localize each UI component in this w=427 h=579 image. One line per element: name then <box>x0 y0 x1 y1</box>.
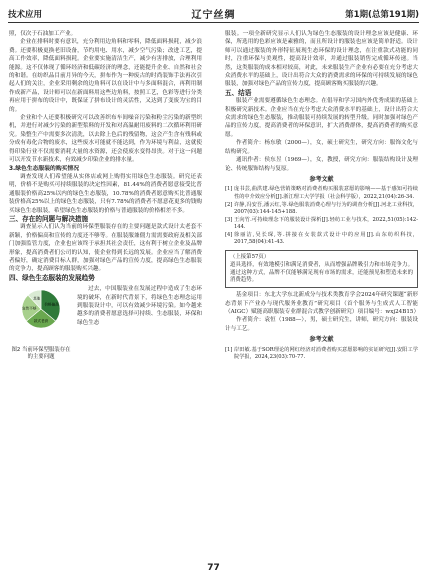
reference-number: [1] <box>225 346 233 353</box>
reference-item <box>225 186 418 201</box>
fund-info: 基金项目：东北大学东北新成分与技术类教育学会2024年研究课题“新形态背景下产业办与现代服务业教育”研究项目（首个服务与生成式人工智能（AIGC）赋能高职服装专业群混合式教学创新研究）项目编号：wxj24B15） <box>225 292 420 316</box>
left-column <box>9 30 202 363</box>
author-bio: 作者简介：袁恒（1988—），男，硕士研究生，讲师，研究方向：服装设计与工艺。 <box>225 317 418 332</box>
paragraph: 服装产业需要遵循绿色生态理念。在倡导和学习国内外优秀成果的基础上积极研究新技术。企业应当在充分考虑大众消费水平的基础上，设计出符合大众需求的绿色生态服装，推动服装可持续发展的转型升级。同时加强对绿色产品的宣传力度，提高消费者的环保意识，扩大消费群体，提高消费者的购买意愿。 <box>225 98 418 138</box>
header-section: 技术应用 <box>8 10 43 20</box>
reference-text: 徐丽洁,吴长琛,等.拼接在女装款式设计中的应用[J].山东纺织科技，2017,58(04):41-43. <box>234 231 418 246</box>
paragraph: 服装。一项全新研究显示人们认为绿色生态服装的设计理念应该是健康、环保，所选用的色彩应该是素雅的，而且所设计的服装也应该是简单舒适。设计师可以通过服装的外形特征展现生态环保的设计理念，在注重款式功能的同时，注重环保与美观性，提高设计效率，并通过服装销售完成循环传递。当然，这类服装的成本相对较高，对此，未来服装生产企业有必要在充分考虑大众消费水平的基础上，设计出符合大众的消费需求的环保的可持续发展的绿色服装，加强对绿色产品的宣传力度，提高顾客购买服装的兴趣。 <box>225 31 418 88</box>
continued-from-label: （上接第57页） <box>230 254 270 261</box>
paragraph: 企业在排料时要有意识，充分利用边角料和零料，降低面料损耗，减少浪费。还要积极更换老旧设备，节约用电、用水，减少空气污染；改进工艺，提高工作效率，降低面料损耗。企业要实施清洁生产，减少有害排放，合理利用能源。这不仅体现了循环经济和低碳经济的理念，还能提升企业、自然和社会的和谐。在纺织品目前月异的今天，拼布作为一种废古的时尚装饰手法再次引起人们的关注，企业采用剩余的边角料可以在设计中与多面料混合，再利用制作成新产品，设计师可以在新面料用这些边角料，按照工艺，色彩等进行分类再应用于拼布的设计中，既保证了拼布设计的灵活性，又达到了变废为宝的目的。 <box>9 39 202 113</box>
figure-block <box>9 285 202 361</box>
reference-number: [1] <box>225 186 233 193</box>
figure-caption: 图2 当前环保型服装存在的主要问题 <box>11 347 71 361</box>
figure-2-chart <box>9 285 73 347</box>
section-heading: 四、绿色生态服装的发展趋势 <box>9 273 95 282</box>
references-heading: 参考文献 <box>309 336 334 344</box>
paragraph: 过去，中国服装业在发展过程中造成了生态环境的破坏，在新时代背景下，将绿色生态理念运用到服装设计中，可以有效减少环境污染。如今越来越多的消费者愿意选择可持续、生态服装，环保和绿色生态 <box>77 286 202 326</box>
references-heading: 参考文献 <box>309 175 334 183</box>
paragraph: 调查发现人们希望能从实体店或网上购得实用绿色生态服装。研究还表明，价格不是购买可持续服装的决定性因素，81.44%的消费者愿意接受比普通服装价格高25%以内的绿色生态服装，10.78%的消费者愿意购买比普通服装价格高25%以上的绿色生态服装，只有7.78%的消费者不愿意花更多的钱购买绿色生态服装，希望绿色生态服装的价格与普通服装的价格相差不多。 <box>9 173 202 214</box>
pie-slice-label: 款式老套 <box>33 319 49 324</box>
section-heading: 五、结语 <box>225 88 252 97</box>
continuation-box <box>225 250 418 288</box>
right-column <box>225 30 418 362</box>
paragraph: 照，仅次于石油加工产业。 <box>9 31 77 37</box>
pie-slice-label: 其他 <box>33 296 41 301</box>
corresponding-author: 通讯作者：侯东昱（1969—），女，教授，研究方向：服装结构设计及理论、传统服饰结构与复原。 <box>225 157 418 172</box>
reference-text: 王向竹.可持续理念下的服装设计探析[J].轻纺工业与技术，2022,51(05):142-144. <box>234 216 418 231</box>
reference-item <box>225 347 418 362</box>
reference-item <box>225 232 418 247</box>
paragraph: 企业和个人还要积极研究可以改善织布车间噪音污染和粉尘污染的新型织机，并进行对减少污染的新型浆料的开发和对高温耐用废料的二次循环利用研究。染整生产中需要多次清洗，以去除上色后的残留物，这会产生含有残料或分成有毒化合物的废水，这些废水可能就不能达到，作为环境与利益，这就使得印染行业不仅需要消耗大量的水资源，还会使废水变得昂贵。对于这一问题可以开发节水新技术，有效减少印染企业的排水量。 <box>9 115 202 164</box>
reference-text: 庞书芸,曲洪建.绿色营销策略对消费者购买服装意愿的影响——基于感知可持续性的中介效应分析[J].浙江理工大学学报（社会科学版），2022,21(04):26-34. <box>234 186 418 200</box>
section-heading: 三、存在的问题与解决措施 <box>9 214 89 223</box>
header-rule <box>8 22 419 23</box>
reference-number: [2] <box>225 201 233 208</box>
reference-item <box>225 202 418 217</box>
pie-slice-label: 宣传不够 <box>22 306 37 311</box>
paragraph: 调查显示人们认为当前的环保型服装存在的主要问题是款式设计太老套不新颖，价格偏高和宣传的力度还不够等。在服装服兼僵力需需要政府及相关部门加强监管力度，企业也应该终于承担其社会责任，这有利于树立企业及品牌形象，提高消费者们公司的认知，使企业得到长远的发展。企业应当了解消费者偏好，确定消费目标人群，加强对绿色产品的宣传力度，提高绿色生态服装的竞争力，提高顾客的服装购买兴趣。 <box>9 224 202 273</box>
reference-item <box>225 217 418 232</box>
reference-text: 岸田敏.基于SOR理论的网红经济对消费者购买意愿影响的实证研究[J].安阳工学院学报，2024,23(03):70-77. <box>234 346 418 361</box>
page-header <box>0 0 427 26</box>
continued-text: 道具选择，有效地模引和满足消费者，从而增强品牌吸引力和市场竞争力。通过这种方式，品牌不仅能够满足现有市场的需求，还能预见和塑造未来的消费趋势。 <box>230 261 413 284</box>
pie-slice-label: 价格偏高 <box>44 302 59 307</box>
page-number: 77 <box>207 563 220 573</box>
reference-number: [4] <box>225 231 233 238</box>
reference-number: [3] <box>225 216 233 223</box>
journal-title: 辽宁丝绸 <box>191 10 236 21</box>
subsection-heading: 3.绿色生态服装的购买情况 <box>9 165 80 172</box>
reference-text: 许静,冯安吾,潘云红,等.绿色服装消费心理与行为的调查分析[J].河北工业科技，2007(03):144-145+188. <box>234 201 418 216</box>
issue-info: 第1期(总第191期) <box>345 10 419 20</box>
author-bio: 作者简介：杨东敏（2000—），女，硕士研究生，研究方向：服饰文化与结构研究。 <box>225 140 418 155</box>
